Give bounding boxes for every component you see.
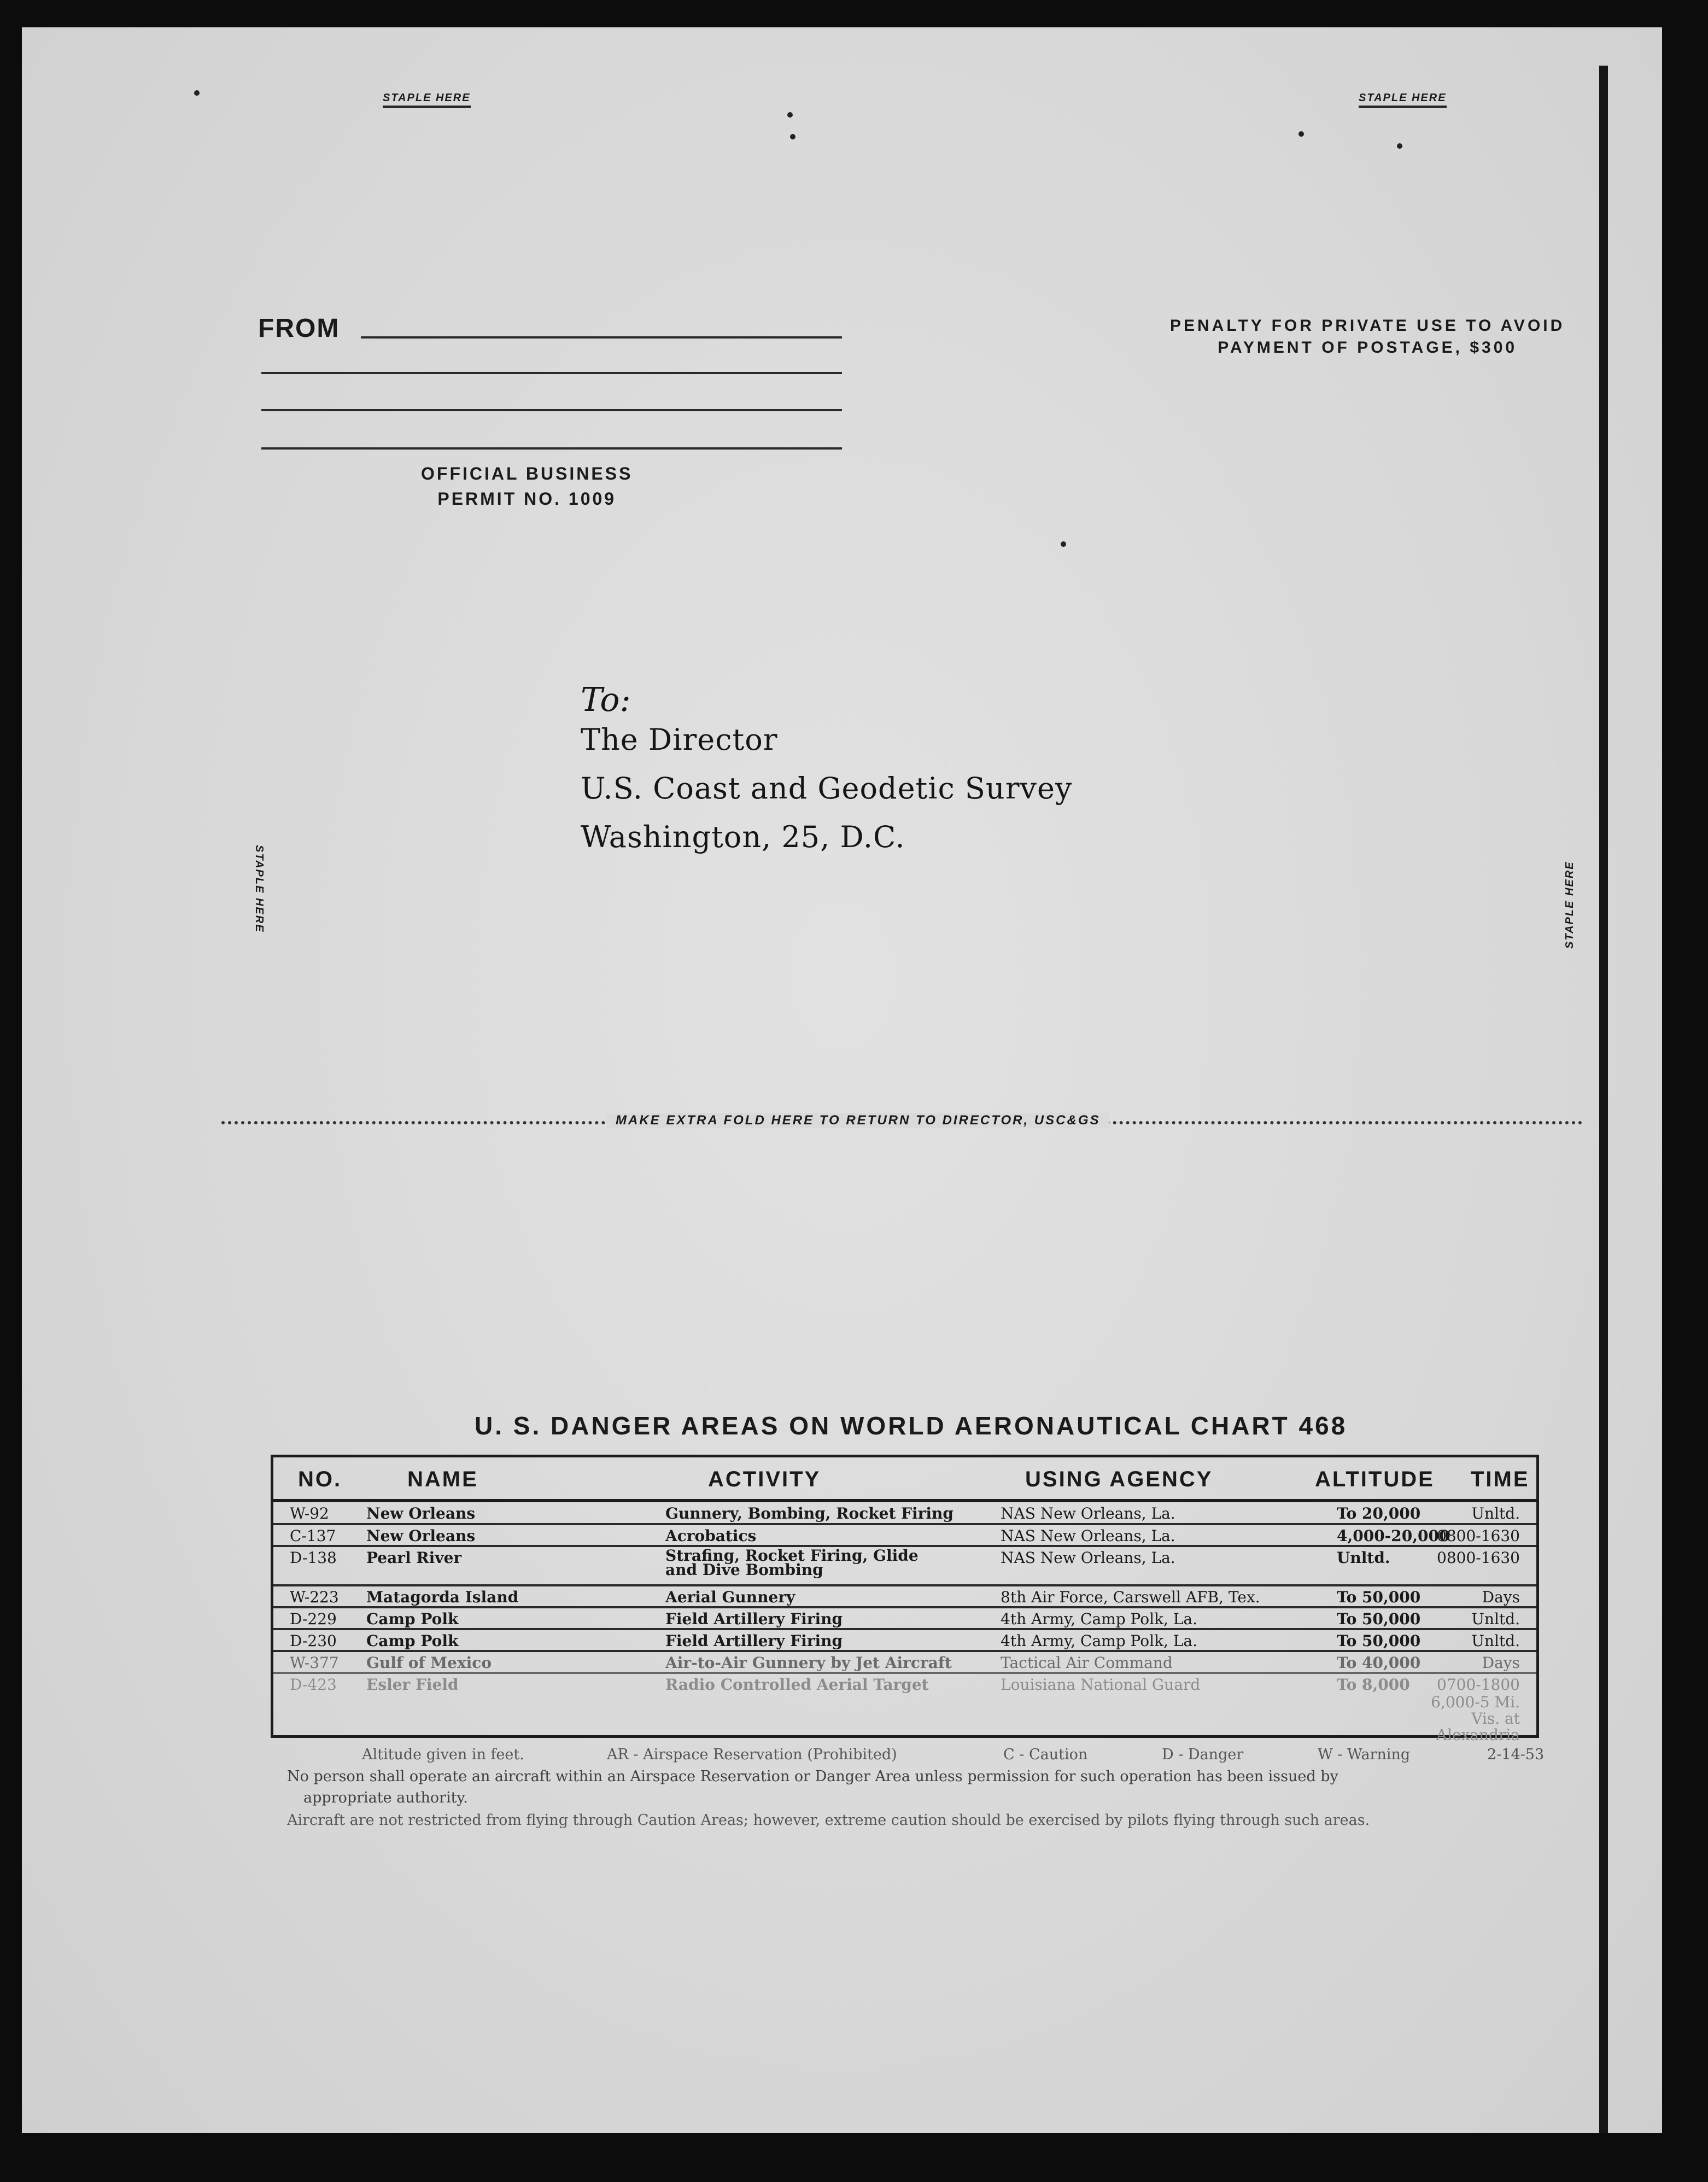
staple-here-left-side: STAPLE HERE — [253, 845, 265, 933]
header-altitude: ALTITUDE — [1315, 1467, 1435, 1491]
cell-agency: 8th Air Force, Carswell AFB, Tex. — [1001, 1588, 1260, 1606]
penalty-line-2: PAYMENT OF POSTAGE, $300 — [1218, 339, 1518, 357]
penalty-notice — [1170, 315, 1565, 359]
cell-name: Matagorda Island — [366, 1588, 519, 1606]
cell-activity: Air-to-Air Gunnery by Jet Aircraft — [665, 1654, 952, 1672]
from-line-2 — [261, 372, 842, 374]
table-row — [273, 1525, 1536, 1547]
cell-time: Days — [1482, 1654, 1520, 1672]
header-activity: ACTIVITY — [708, 1467, 821, 1491]
dust-speck — [1298, 131, 1304, 137]
cell-activity: Acrobatics — [665, 1527, 757, 1545]
cell-no: C-137 — [290, 1527, 336, 1545]
cell-activity: Radio Controlled Aerial Target — [665, 1676, 929, 1694]
cell-name: New Orleans — [366, 1504, 476, 1522]
cell-altitude: To 50,000 — [1337, 1588, 1421, 1606]
official-business-notice — [421, 461, 633, 511]
legend-altitude-note: Altitude given in feet. — [362, 1746, 524, 1763]
table-row — [273, 1608, 1536, 1630]
fold-instruction: MAKE EXTRA FOLD HERE TO RETURN TO DIRECTOR, USC&GS — [607, 1113, 1109, 1128]
table-row — [273, 1674, 1536, 1744]
header-using-agency: USING AGENCY — [1025, 1467, 1213, 1491]
cell-altitude: To 50,000 — [1337, 1632, 1421, 1650]
danger-areas-table — [271, 1455, 1539, 1744]
from-line-3 — [261, 409, 842, 411]
cell-altitude: To 40,000 — [1337, 1654, 1421, 1672]
cell-altitude: Unltd. — [1337, 1549, 1390, 1567]
recipient-address — [581, 681, 1072, 854]
legend-w: W - Warning — [1318, 1746, 1411, 1763]
header-time: TIME — [1471, 1467, 1530, 1491]
cell-time: Unltd. — [1471, 1632, 1520, 1650]
dust-speck — [787, 112, 793, 118]
official-line-2: PERMIT NO. 1009 — [437, 489, 617, 509]
cell-time: 0800-1630 — [1437, 1527, 1520, 1545]
dust-speck — [790, 134, 795, 139]
cell-name: Pearl River — [366, 1549, 462, 1567]
cell-no: D-229 — [290, 1610, 337, 1628]
cell-agency: Tactical Air Command — [1001, 1654, 1173, 1672]
cell-name: Gulf of Mexico — [366, 1654, 492, 1672]
sheet-shadow-edge — [1599, 66, 1608, 2133]
address-line-2: U.S. Coast and Geodetic Survey — [581, 771, 1073, 806]
cell-time: Unltd. — [1471, 1504, 1520, 1522]
cell-no: W-223 — [290, 1588, 339, 1606]
dust-speck — [194, 90, 200, 96]
cell-activity-line-2: and Dive Bombing — [665, 1561, 823, 1579]
table-row — [273, 1547, 1536, 1586]
cell-altitude: 4,000-20,000 — [1337, 1527, 1450, 1545]
cell-agency: NAS New Orleans, La. — [1001, 1504, 1175, 1522]
table-row — [273, 1652, 1536, 1674]
cell-agency: Louisiana National Guard — [1001, 1676, 1201, 1694]
cell-agency: NAS New Orleans, La. — [1001, 1549, 1175, 1567]
from-line-4 — [261, 447, 842, 450]
danger-areas-title: U. S. DANGER AREAS ON WORLD AERONAUTICAL CHART 468 — [475, 1411, 1348, 1440]
header-no: NO. — [298, 1467, 342, 1491]
cell-no: D-230 — [290, 1632, 337, 1650]
cell-time: 0700-1800 — [1437, 1676, 1520, 1694]
from-line-1 — [361, 336, 842, 339]
legend-ar: AR - Airspace Reservation (Prohibited) — [607, 1746, 897, 1763]
cell-activity — [665, 1549, 919, 1577]
cell-name: Camp Polk — [366, 1632, 459, 1650]
cell-time: Days — [1482, 1588, 1520, 1606]
legend-date: 2-14-53 — [1487, 1746, 1545, 1763]
cell-name: Camp Polk — [366, 1610, 459, 1628]
penalty-line-1: PENALTY FOR PRIVATE USE TO AVOID — [1170, 317, 1565, 335]
staple-here-top-left: STAPLE HERE — [383, 92, 471, 108]
table-row — [273, 1502, 1536, 1525]
cell-name: Esler Field — [366, 1676, 459, 1694]
staple-here-right-side: STAPLE HERE — [1564, 861, 1576, 949]
cell-no: W-377 — [290, 1654, 339, 1672]
dust-speck — [1397, 143, 1402, 149]
cell-altitude: To 20,000 — [1337, 1504, 1421, 1522]
table-row — [273, 1630, 1536, 1652]
cell-activity: Field Artillery Firing — [665, 1610, 843, 1628]
address-line-3: Washington, 25, D.C. — [581, 820, 905, 854]
header-name: NAME — [407, 1467, 478, 1491]
address-line-1: The Director — [581, 722, 778, 757]
cell-altitude: To 8,000 — [1337, 1676, 1410, 1694]
cell-activity: Aerial Gunnery — [665, 1588, 795, 1606]
cell-agency: 4th Army, Camp Polk, La. — [1001, 1632, 1198, 1650]
cell-no: D-138 — [290, 1549, 337, 1567]
cell-agency: 4th Army, Camp Polk, La. — [1001, 1610, 1198, 1628]
cell-agency: NAS New Orleans, La. — [1001, 1527, 1175, 1545]
official-line-1: OFFICIAL BUSINESS — [421, 464, 633, 483]
cell-time-line-3: Vis. at Alexandria — [1436, 1710, 1520, 1744]
rule-airspace-reservation: No person shall operate an aircraft within an Airspace Reservation or Danger Area unless permission for such operation has been issued by — [287, 1768, 1338, 1785]
to-label: To: — [581, 681, 631, 719]
cell-activity: Field Artillery Firing — [665, 1632, 843, 1650]
cell-time: Unltd. — [1471, 1610, 1520, 1628]
staple-here-top-right: STAPLE HERE — [1359, 92, 1447, 108]
cell-activity: Gunnery, Bombing, Rocket Firing — [665, 1504, 954, 1522]
table-row — [273, 1586, 1536, 1608]
cell-no: D-423 — [290, 1676, 337, 1694]
cell-time: 0800-1630 — [1437, 1549, 1520, 1567]
from-label: FROM — [258, 314, 340, 343]
legend-c: C - Caution — [1003, 1746, 1088, 1763]
cell-activity-line-1: Strafing, Rocket Firing, Glide — [665, 1547, 919, 1565]
rule-caution-areas: Aircraft are not restricted from flying through Caution Areas; however, extreme caution should be exercised by pilots flying through such areas. — [287, 1812, 1370, 1829]
legend-d: D - Danger — [1162, 1746, 1244, 1763]
cell-altitude: To 50,000 — [1337, 1610, 1421, 1628]
cell-time-line-2: 6,000-5 Mi. — [1431, 1693, 1520, 1711]
rule-airspace-reservation-cont: appropriate authority. — [303, 1789, 468, 1806]
dust-speck — [1061, 541, 1066, 547]
cell-no: W-92 — [290, 1504, 329, 1522]
cell-name: New Orleans — [366, 1527, 476, 1545]
